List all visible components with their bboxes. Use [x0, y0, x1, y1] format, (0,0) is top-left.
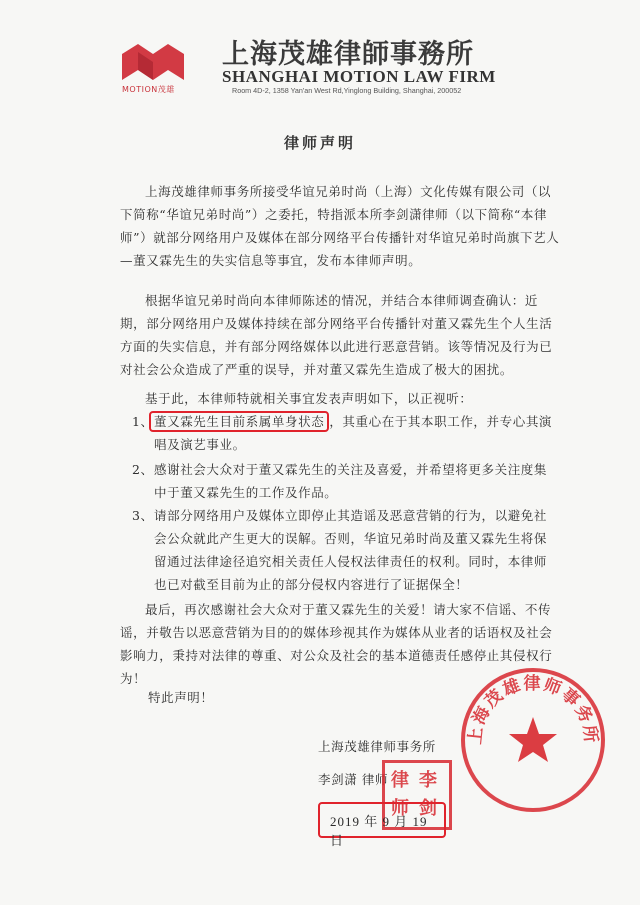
highlighted-phrase: 董又霖先生目前系属单身状态 — [149, 411, 329, 432]
paragraph-declaration-lead: 基于此，本律师特就相关事宜发表声明如下，以正视听： — [145, 391, 473, 406]
firm-address: Room 4D-2, 1358 Yan'an West Rd,Yinglong Building, Shanghai, 200052 — [232, 86, 462, 95]
list-number: 1、 — [132, 414, 154, 429]
list-text — [154, 410, 560, 456]
signature-firm: 上海茂雄律师事务所 — [318, 739, 436, 754]
signature-date: 2019 年 9 月 19 日 — [330, 814, 428, 848]
document-title: 律师声明 — [283, 134, 356, 152]
signature-date-box — [318, 802, 446, 848]
closing-statement: 特此声明！ — [148, 690, 214, 705]
list-text: 感谢社会大众对于董又霖先生的关注及喜爱，并希望将更多关注度集中于董又霖先生的工作及作品。 — [154, 462, 548, 500]
logo-caption: MOTION茂雄 — [122, 85, 175, 94]
list-number: 3、 — [132, 508, 154, 523]
firm-name-en: SHANGHAI MOTION LAW FIRM — [222, 67, 496, 86]
list-text-rest: ，其重心在于其本职工作，并专心其演唱及演艺事业。 — [154, 414, 553, 452]
seal-text: 上海茂雄律师事务所 — [465, 673, 601, 746]
signature-lawyer: 李剑潇 律师 — [318, 772, 389, 787]
firm-name-cn: 上海茂雄律師事務所 — [222, 39, 474, 70]
firm-seal-stamp — [458, 665, 608, 815]
lawyer-name-stamp: 律 李 师 剑 — [382, 760, 452, 830]
paragraph-facts: 根据华谊兄弟时尚向本律师陈述的情况，并结合本律师调查确认：近期，部分网络用户及媒体持续在部分网络平台传播针对董又霖先生个人生活方面的失实信息，并有部分网络媒体以此进行恶意营销。该等情况及行为已对社会公众造成了严重的误导，并对董又霖先生造成了极大的困扰。 — [120, 293, 553, 377]
list-text: 请部分网络用户及媒体立即停止其造谣及恶意营销的行为，以避免社会公众就此产生更大的误解。否则，华谊兄弟时尚及董又霖先生将保留通过法律途径追究相关责任人侵权法律责任的权利。同时，本律师也已对截至目前为止的部分侵权内容进行了证据保全！ — [154, 508, 548, 592]
paragraph-intro: 上海茂雄律师事务所接受华谊兄弟时尚（上海）文化传媒有限公司（以下简称“华谊兄弟时尚”）之委托，特指派本所李剑潇律师（以下简称“本律师”）就部分网络用户及媒体在部分网络平台传播针对华谊兄弟时尚旗下艺人—董又霖先生的失实信息等事宜，发布本律师声明。 — [120, 184, 560, 268]
list-number: 2、 — [132, 462, 154, 477]
paragraph-final: 最后，再次感谢社会大众对于董又霖先生的关爱！请大家不信谣、不传谣，并敬告以恶意营销为目的的媒体珍视其作为媒体从业者的话语权及社会影响力，秉持对法律的尊重、对公众及社会的基本道德责任感停止其侵权行为！ — [120, 602, 553, 686]
